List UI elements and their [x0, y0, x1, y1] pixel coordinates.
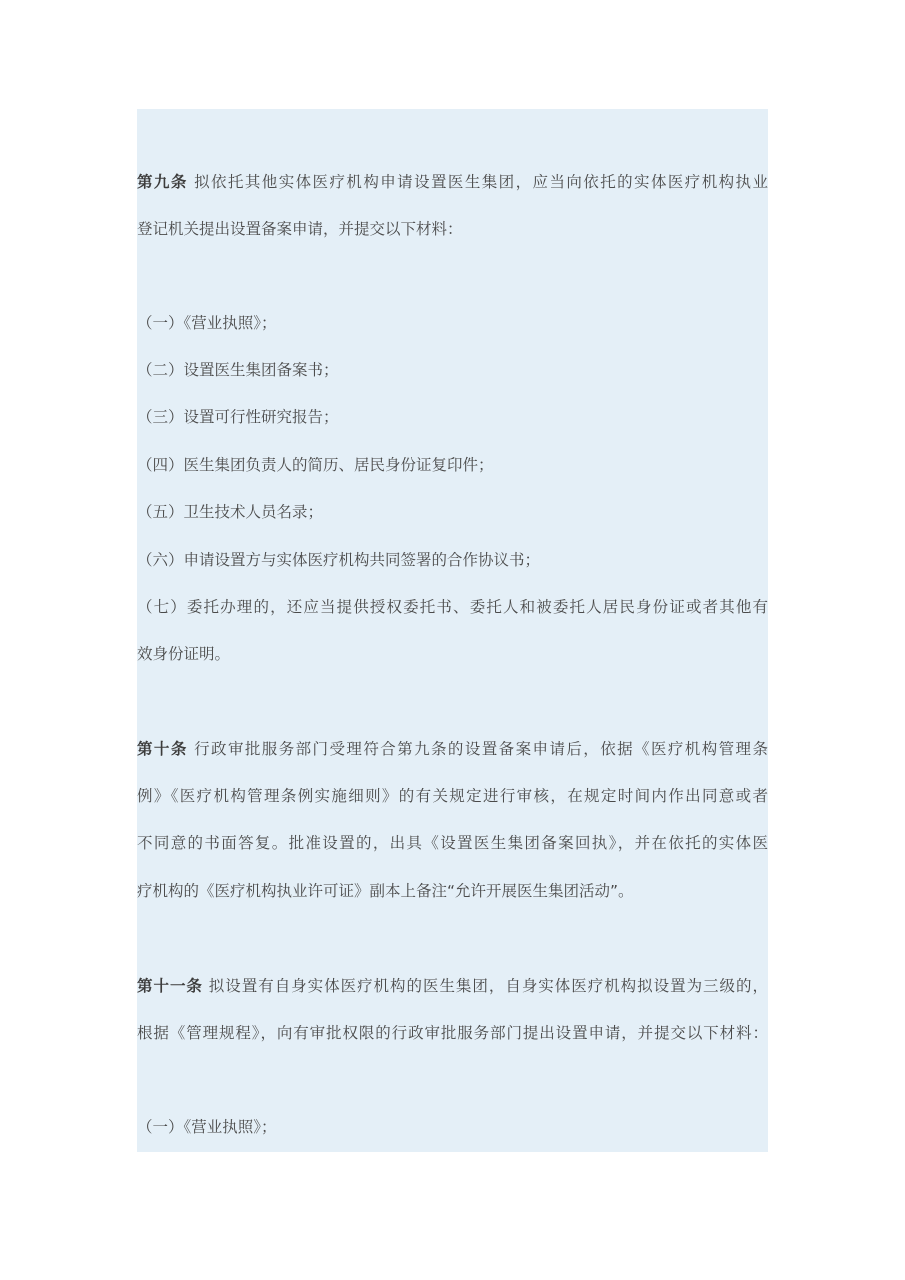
article-9-line-2: 登记机关提出设置备案申请，并提交以下材料： [137, 220, 463, 238]
article-10-title: 第十条 [137, 740, 188, 758]
article-9-line-1: 第九条 拟依托其他实体医疗机构申请设置医生集团，应当向依托的实体医疗机构执业 [137, 173, 768, 191]
article-9-item-5: （五）卫生技术人员名录； [137, 503, 324, 521]
article-9-item-3: （三）设置可行性研究报告； [137, 408, 339, 426]
article-11-line-2: 根据《管理规程》，向有审批权限的行政审批服务部门提出设置申请，并提交以下材料： [137, 1024, 768, 1042]
article-9-item-7-line-1: （七）委托办理的，还应当提供授权委托书、委托人和被委托人居民身份证或者其他有 [137, 598, 768, 616]
article-11-item-1: （一）《营业执照》； [137, 1118, 277, 1136]
article-10-line-2: 例》《医疗机构管理条例实施细则》的有关规定进行审核，在规定时间内作出同意或者 [137, 787, 768, 805]
article-9-item-7-line-2: 效身份证明。 [137, 645, 231, 663]
article-11-title: 第十一条 [137, 977, 203, 995]
article-9-item-1: （一）《营业执照》； [137, 314, 277, 332]
article-9-item-6: （六）申请设置方与实体医疗机构共同签署的合作协议书； [137, 551, 541, 569]
article-9-title: 第九条 [137, 173, 188, 191]
article-9-item-2: （二）设置医生集团备案书； [137, 361, 339, 379]
document-panel [137, 109, 768, 1152]
article-10-line-1: 第十条 行政审批服务部门受理符合第九条的设置备案申请后，依据《医疗机构管理条 [137, 740, 768, 758]
article-9-item-4: （四）医生集团负责人的简历、居民身份证复印件； [137, 456, 494, 474]
article-10-line-4: 疗机构的《医疗机构执业许可证》副本上备注“允许开展医生集团活动”。 [137, 882, 634, 900]
article-11-line-1: 第十一条 拟设置有自身实体医疗机构的医生集团，自身实体医疗机构拟设置为三级的， [137, 977, 768, 995]
article-10-line-3: 不同意的书面答复。批准设置的，出具《设置医生集团备案回执》，并在依托的实体医 [137, 834, 768, 852]
